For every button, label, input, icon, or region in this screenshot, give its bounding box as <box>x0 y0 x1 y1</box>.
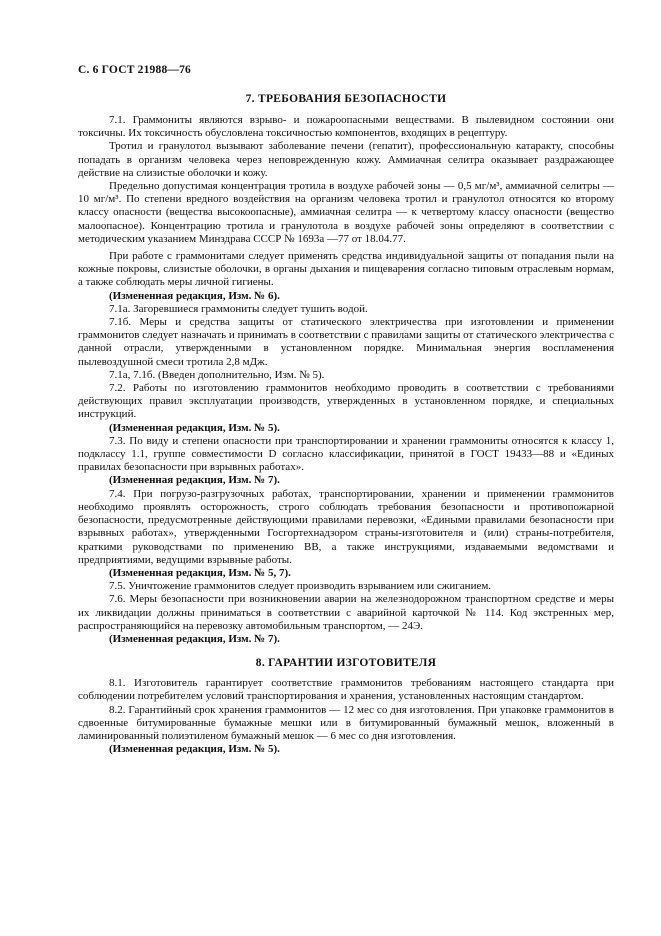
document-body <box>78 92 614 756</box>
paragraph-8-2: 8.2. Гарантийный срок хранения граммонитов — 12 мес со дня изготовления. При упаковке граммонитов в сдвоенные битумированные бумажные мешки или в битумированный бумажный мешок, вложенный в ламинированный полиэтиленом бумажный мешок — 6 мес со дня изготовления. <box>78 703 614 742</box>
amendment-note: (Измененная редакция, Изм. № 7). <box>109 632 280 645</box>
paragraph-7-1b: 7.1б. Меры и средства защиты от статического электричества при изготовлении и применении граммонитов следует назначать и принимать в соответствии с правилами защиты от статического электричества с данной отрасли, утвержденными в установленном порядке. Минимальная энергия воспламенения пылевоздушной смеси тротила 2,8 мДж. <box>78 316 614 368</box>
amendment-note: (Измененная редакция, Изм. № 5). <box>109 743 280 756</box>
paragraph-7-1a: 7.1а. Загоревшиеся граммониты следует тушить водой. <box>109 302 368 315</box>
paragraph-8-1: 8.1. Изготовитель гарантирует соответствие граммонитов требованиям настоящего стандарта при соблюдении потребителем условий транспортирования и хранения, установленных настоящим стандартом. <box>78 677 614 703</box>
paragraph-7-1-protection: При работе с граммонитами следует применять средства индивидуальной защиты от попадания пыли на кожные покровы, слизистые оболочки, в органы дыхания и пищеварения согласно типовым отраслевым нормам, а также соблюдать меры личной гигиены. <box>78 250 614 289</box>
amendment-note: (Измененная редакция, Изм. № 5, 7). <box>109 566 291 579</box>
amendment-note: (Измененная редакция, Изм. № 5). <box>109 421 280 434</box>
amendment-note: (Измененная редакция, Изм. № 7). <box>109 474 280 487</box>
section-7-title: 7. ТРЕБОВАНИЯ БЕЗОПАСНОСТИ <box>245 93 447 105</box>
paragraph-7-2: 7.2. Работы по изготовлению граммонитов необходимо проводить в соответствии с требованиями действующих правил эксплуатации производств, утвержденных в установленном порядке, и специальных инструкций. <box>78 382 614 421</box>
paragraph-7-1-toxicity: Тротил и гранулотол вызывают заболевание печени (гепатит), профессиональную катаракту, способны попадать в организм человека через неповрежденную кожу. Аммиачная селитра оказывает раздражающее действие на слизистые оболочки и кожу. <box>78 140 614 179</box>
section-8-title: 8. ГАРАНТИИ ИЗГОТОВИТЕЛЯ <box>255 657 437 670</box>
paragraph-7-4: 7.4. При погрузо-разгрузочных работах, транспортировании, хранении и применении граммонитов необходимо проявлять осторожность, строго соблюдать требования безопасности и противопожарной безопасности, предусмотренные действующими правилами перевозки, «Едиными правилами безопасности при взрывных работах», утвержденными Госгортехнадзором страны-изготовителя и (или) страны-потребителя, краткими руководствами по применению ВВ, а также инструкциями, издаваемыми ведомствами и предприятиями, ведущими взрывные работы. <box>78 487 614 566</box>
paragraph-7-5: 7.5. Уничтожение граммонитов следует производить взрыванием или сжиганием. <box>109 580 492 593</box>
paragraph-7-6: 7.6. Меры безопасности при возникновении аварии на железнодорожном транспортном средстве и меры их ликвидации должны приниматься в соответствии с аварийной карточкой № 114. Код экстренных мер, распространяющийся на перевозку автомобильным транспортом, — 24Э. <box>78 593 614 632</box>
paragraph-7-1: 7.1. Граммониты являются взрыво- и пожароопасными веществами. В пылевидном состоянии они токсичны. Их токсичность обусловлена токсичностью компонентов, входящих в рецептуру. <box>78 114 614 140</box>
page-header: С. 6 ГОСТ 21988—76 <box>78 64 191 76</box>
amendment-note: 7.1а, 7.1б. (Введен дополнительно, Изм. № 5). <box>109 368 325 381</box>
amendment-note: (Измененная редакция, Изм. № 6). <box>109 289 280 302</box>
paragraph-7-3: 7.3. По виду и степени опасности при транспортировании и хранении граммониты относятся к классу 1, подклассу 1.1, группе совместимости D согласно классификации, принятой в ГОСТ 19433—88 и «Единых правилах безопасности при взрывных работах». <box>78 434 614 474</box>
paragraph-7-1-concentration: Предельно допустимая концентрация тротила в воздухе рабочей зоны — 0,5 мг/м³, аммиачной селитры — 10 мг/м³. По степени вредного воздействия на организм человека тротил и гранулотол относятся ко второму классу опасности (вещества высокоопасные), аммиачная селитра — к четвертому классу опасности (вещество малоопасное). Концентрацию тротила и гранулотола в воздухе рабочей зоны определяют в соответствии с методическим указанием Минздрава СССР № 1693а —77 от 18.04.77. <box>78 180 614 245</box>
